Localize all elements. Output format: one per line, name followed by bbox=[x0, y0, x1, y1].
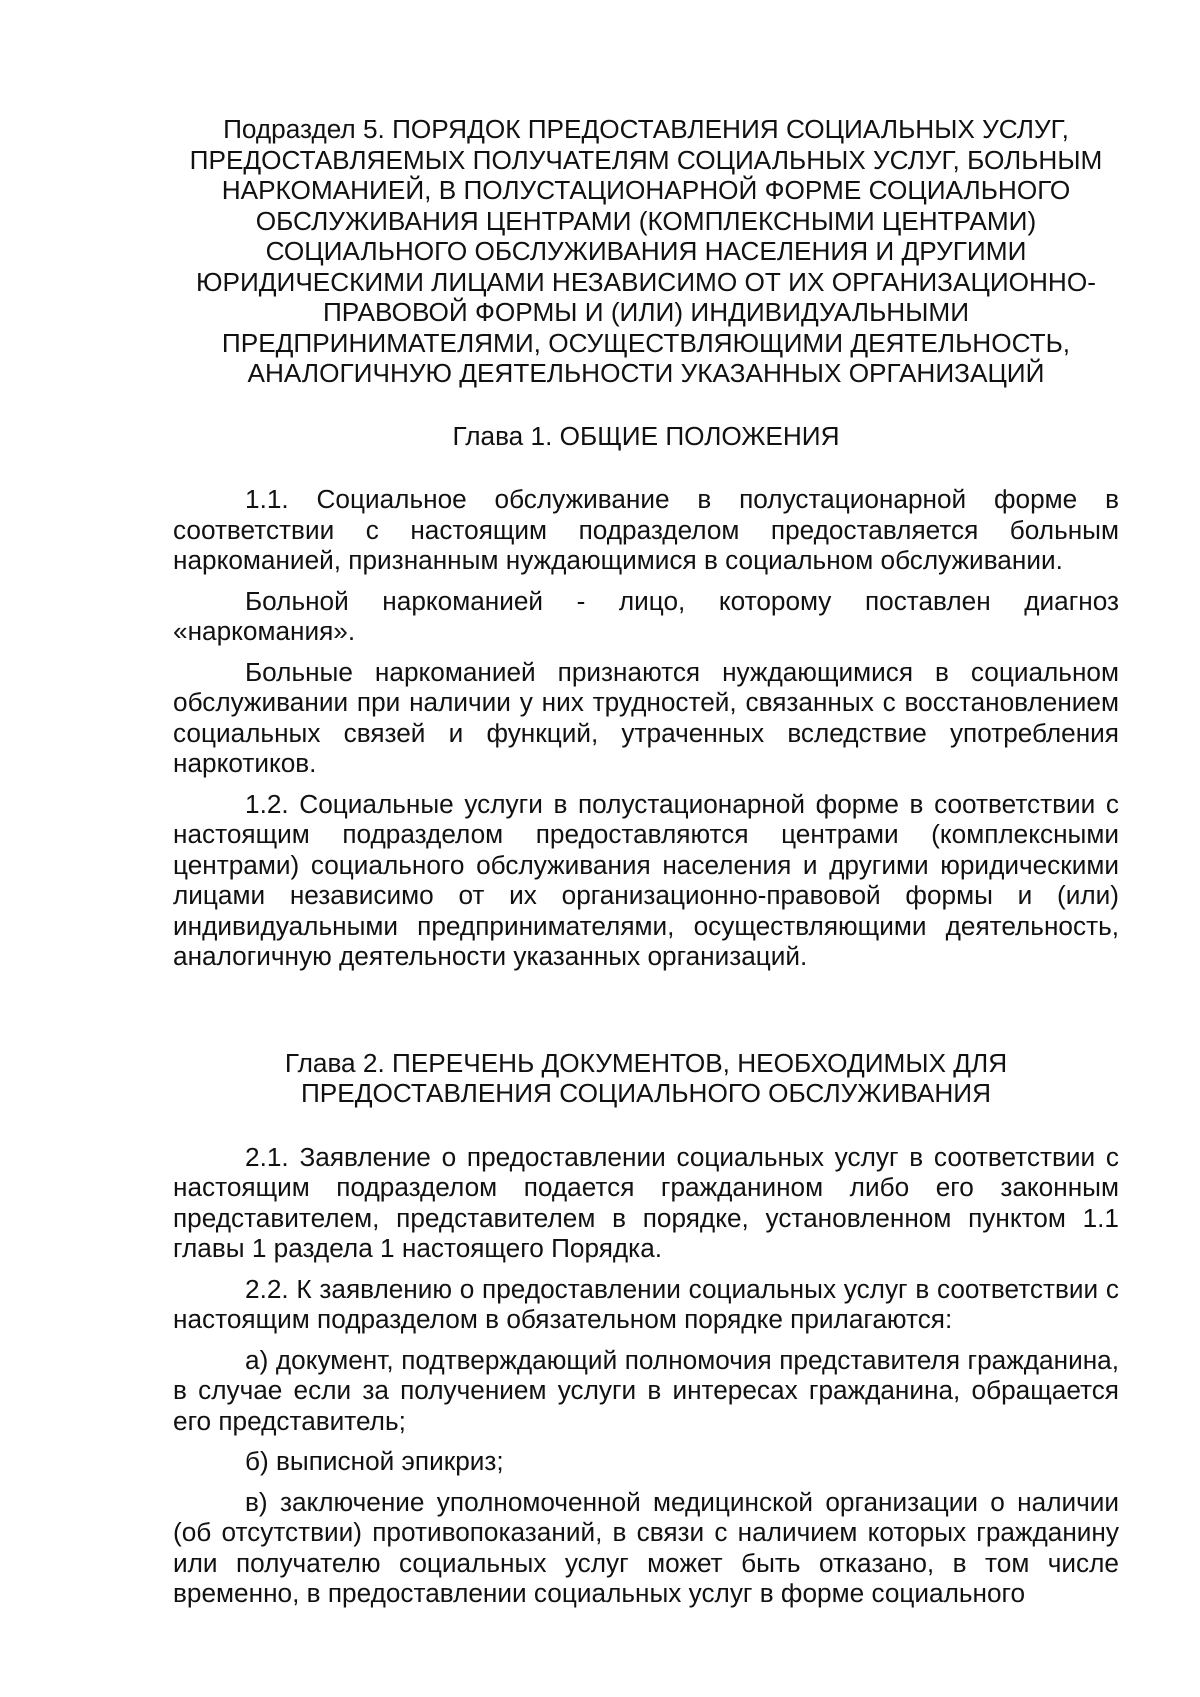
paragraph-2-1: 2.1. Заявление о предоставлении социальных услуг в соответствии с настоящим подразделом подается гражданином либо его законным представителем, представителем в порядке, установленном пунктом 1.1 главы 1 раздела 1 настоящего Порядка. bbox=[173, 1141, 1119, 1263]
chapter-2-title-line: Глава 2. ПЕРЕЧЕНЬ ДОКУМЕНТОВ, НЕОБХОДИМЫХ ДЛЯ bbox=[284, 1047, 1008, 1078]
list-item-b: б) выписной эпикриз; bbox=[245, 1446, 504, 1476]
chapter-2-title-line: ПРЕДОСТАВЛЕНИЯ СОЦИАЛЬНОГО ОБСЛУЖИВАНИЯ bbox=[300, 1078, 992, 1108]
paragraph-2-2: 2.2. К заявлению о предоставлении социальных услуг в соответствии с настоящим подразделом в обязательном порядке прилагаются: bbox=[173, 1273, 1119, 1334]
heading-line: Подраздел 5. ПОРЯДОК ПРЕДОСТАВЛЕНИЯ СОЦИАЛЬНЫХ УСЛУГ, bbox=[223, 114, 1069, 144]
heading-line: ПРЕДПРИНИМАТЕЛЯМИ, ОСУЩЕСТВЛЯЮЩИМИ ДЕЯТЕЛЬНОСТЬ, bbox=[221, 327, 1071, 358]
heading-line: НАРКОМАНИЕЙ, В ПОЛУСТАЦИОНАРНОЙ ФОРМЕ СОЦИАЛЬНОГО bbox=[221, 175, 1071, 205]
chapter-1-title: Глава 1. ОБЩИЕ ПОЛОЖЕНИЯ bbox=[452, 420, 840, 451]
heading-line: ПРЕДОСТАВЛЯЕМЫХ ПОЛУЧАТЕЛЯМ СОЦИАЛЬНЫХ УСЛУГ, БОЛЬНЫМ bbox=[189, 144, 1103, 175]
paragraph-1-1: 1.1. Социальное обслуживание в полустационарной форме в соответствии с настоящим подразделом предоставляется больным наркоманией, признанным нуждающимися в социальном обслуживании. bbox=[173, 484, 1119, 575]
paragraph-definition: Больной наркоманией - лицо, которому поставлен диагноз «наркомания». bbox=[173, 585, 1119, 646]
list-item-a: а) документ, подтверждающий полномочия представителя гражданина, в случае если за получением услуги в интересах гражданина, обращается его представитель; bbox=[173, 1344, 1119, 1436]
paragraph-1-2: 1.2. Социальные услуги в полустационарной форме в соответствии с настоящим подразделом предоставляются центрами (комплексными центрами) социального обслуживания населения и другими юридическими лицами независимо от их организационно-правовой формы и (или) индивидуальными предпринимателями, осуществляющими деятельность, аналогичную деятельности указанных организаций. bbox=[173, 788, 1119, 971]
document-page bbox=[173, 114, 1119, 1609]
list-item-v: в) заключение уполномоченной медицинской организации о наличии (об отсутствии) противопоказаний, в связи с наличием которых гражданину или получателю социальных услуг может быть отказано, в том числе временно, в предоставлении социальных услуг в форме социального bbox=[173, 1486, 1119, 1608]
heading-line: ЮРИДИЧЕСКИМИ ЛИЦАМИ НЕЗАВИСИМО ОТ ИХ ОРГАНИЗАЦИОННО- bbox=[196, 266, 1096, 297]
chapter-2-title bbox=[173, 1048, 1119, 1109]
heading-line: СОЦИАЛЬНОГО ОБСЛУЖИВАНИЯ НАСЕЛЕНИЯ И ДРУГИМИ bbox=[265, 236, 1027, 266]
paragraph-criteria: Больные наркоманией признаются нуждающимися в социальном обслуживании при наличии у них трудностей, связанных с восстановлением социальных связей и функций, утраченных вследствие употребления наркотиков. bbox=[173, 656, 1119, 778]
heading-line: ПРАВОВОЙ ФОРМЫ И (ИЛИ) ИНДИВИДУАЛЬНЫМИ bbox=[322, 297, 970, 327]
heading-line: АНАЛОГИЧНУЮ ДЕЯТЕЛЬНОСТИ УКАЗАННЫХ ОРГАНИЗАЦИЙ bbox=[247, 358, 1045, 388]
subsection-heading bbox=[173, 114, 1119, 389]
heading-line: ОБСЛУЖИВАНИЯ ЦЕНТРАМИ (КОМПЛЕКСНЫМИ ЦЕНТРАМИ) bbox=[255, 205, 1037, 236]
